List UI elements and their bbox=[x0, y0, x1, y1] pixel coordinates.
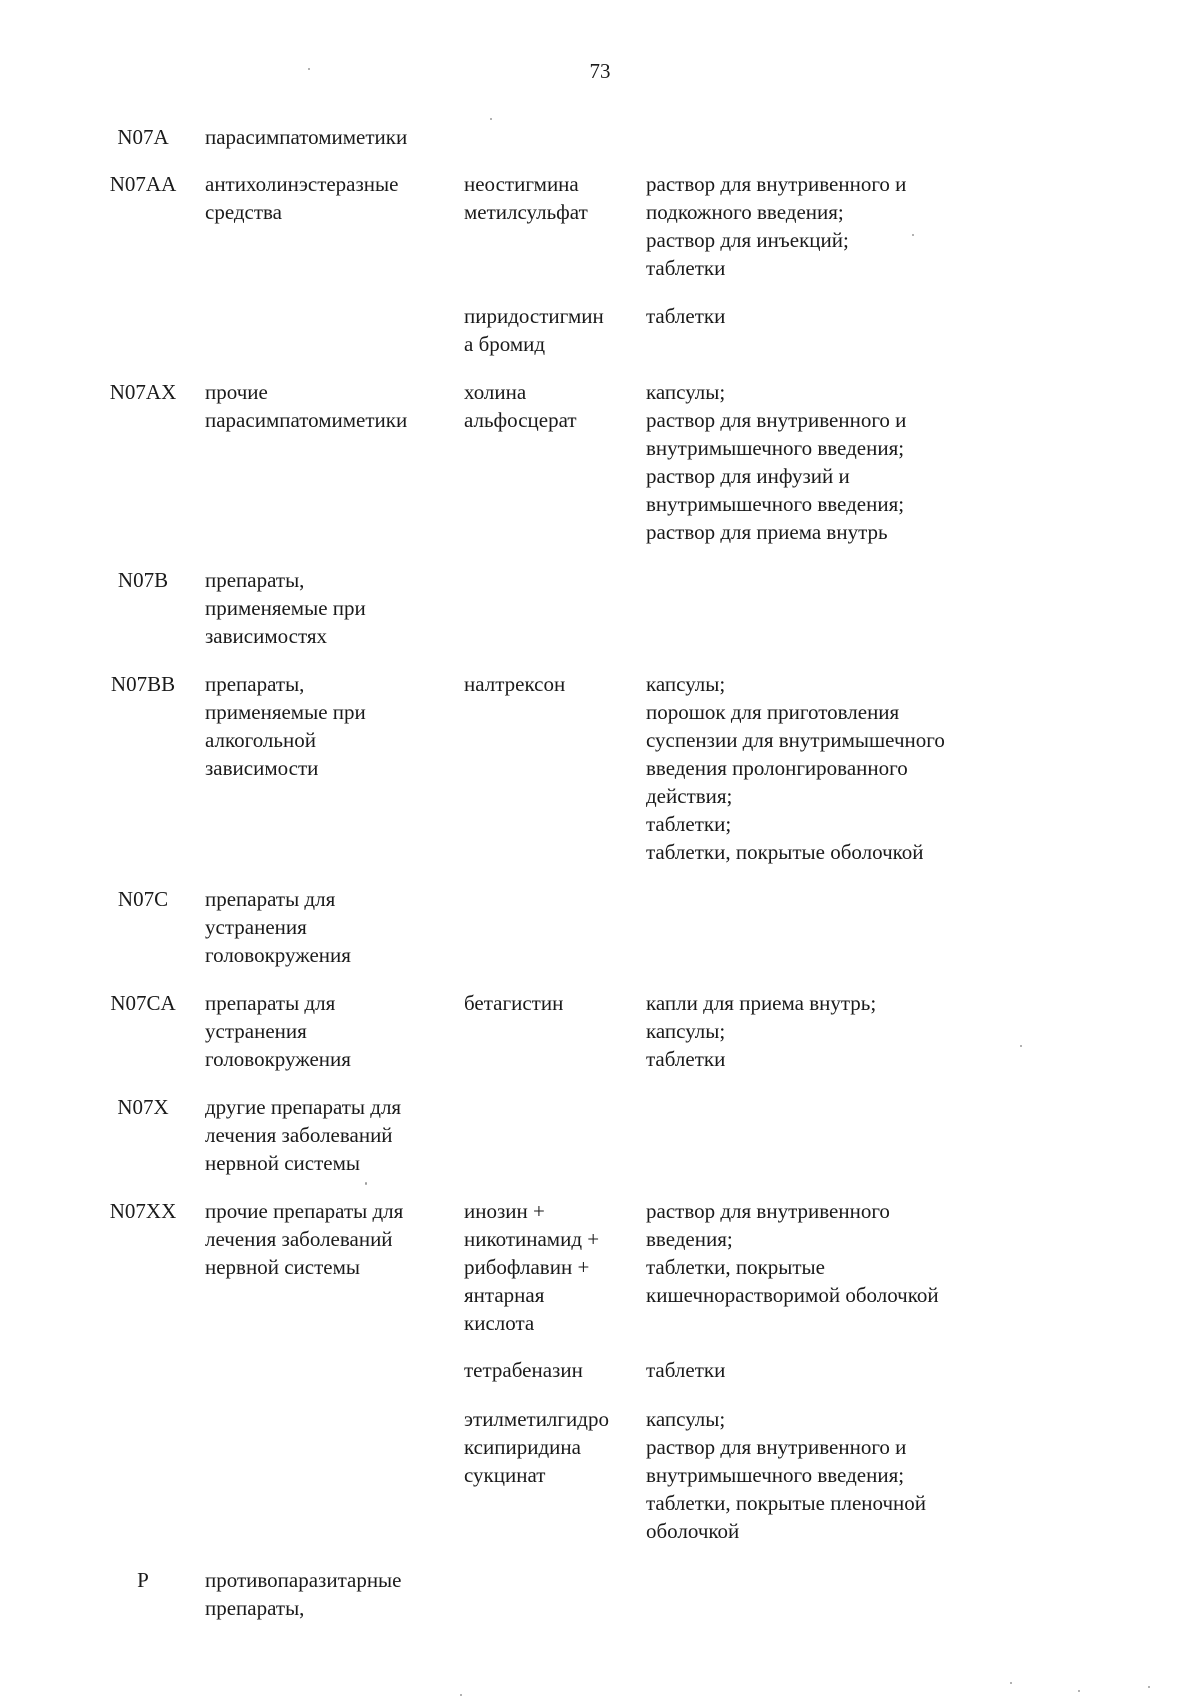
scan-speck bbox=[1010, 1682, 1012, 1684]
drug-name: холина альфосцерат bbox=[464, 380, 577, 432]
drug-name: неостигмина метилсульфат bbox=[464, 172, 588, 224]
dosage-forms: капсулы; раствор для внутривенного и внутримышечного введения; таблетки, покрытые пленочной оболочкой bbox=[646, 1407, 927, 1543]
scan-speck bbox=[1148, 1686, 1150, 1688]
scan-speck bbox=[912, 234, 914, 236]
atc-code: N07AA bbox=[109, 172, 177, 196]
group-name: прочие парасимпатомиметики bbox=[205, 380, 408, 432]
atc-code: N07C bbox=[117, 887, 169, 911]
group-name: другие препараты для лечения заболеваний нервной системы bbox=[205, 1095, 402, 1175]
page-number: 73 bbox=[589, 59, 611, 83]
atc-code: P bbox=[137, 1568, 149, 1592]
group-name: препараты для устранения головокружения bbox=[205, 887, 351, 967]
drug-name: налтрексон bbox=[464, 672, 566, 696]
atc-code: N07BB bbox=[110, 672, 176, 696]
group-name: препараты, применяемые при зависимостях bbox=[205, 568, 366, 648]
group-name: противопаразитарные препараты, bbox=[205, 1568, 402, 1620]
scan-speck bbox=[365, 1182, 367, 1185]
scan-speck bbox=[1020, 1045, 1022, 1047]
dosage-forms: капсулы; раствор для внутривенного и внутримышечного введения; раствор для инфузий и внутримышечного введения; раствор для приема внутрь bbox=[646, 380, 907, 544]
drug-name: этилметилгидро ксипиридина сукцинат bbox=[464, 1407, 609, 1487]
scan-speck bbox=[460, 1694, 462, 1696]
atc-code: N07XX bbox=[109, 1199, 177, 1223]
atc-code: N07AX bbox=[109, 380, 177, 404]
dosage-forms: капли для приема внутрь; капсулы; таблетки bbox=[646, 991, 877, 1071]
drug-name: пиридостигмин а бромид bbox=[464, 304, 604, 356]
drug-name: инозин + никотинамид + рибофлавин + янтарная кислота bbox=[464, 1199, 600, 1335]
drug-name: бетагистин bbox=[464, 991, 564, 1015]
group-name: препараты, применяемые при алкогольной зависимости bbox=[205, 672, 366, 780]
drug-name: тетрабеназин bbox=[464, 1358, 583, 1382]
scan-speck bbox=[490, 118, 492, 120]
atc-code: N07X bbox=[117, 1095, 169, 1119]
dosage-forms: таблетки bbox=[646, 304, 726, 328]
scan-speck bbox=[1078, 1690, 1080, 1692]
group-name: препараты для устранения головокружения bbox=[205, 991, 351, 1071]
atc-code: N07CA bbox=[110, 991, 176, 1015]
group-name: антихолинэстеразные средства bbox=[205, 172, 399, 224]
atc-code: N07B bbox=[117, 568, 169, 592]
dosage-forms: раствор для внутривенного и подкожного введения; раствор для инъекций; таблетки bbox=[646, 172, 907, 280]
dosage-forms: раствор для внутривенного введения; таблетки, покрытые кишечнорастворимой оболочкой bbox=[646, 1199, 939, 1307]
group-name: парасимпатомиметики bbox=[205, 125, 408, 149]
atc-code: N07A bbox=[117, 125, 169, 149]
dosage-forms: таблетки bbox=[646, 1358, 726, 1382]
group-name: прочие препараты для лечения заболеваний нервной системы bbox=[205, 1199, 404, 1279]
dosage-forms: капсулы; порошок для приготовления суспензии для внутримышечного введения пролонгированного действия; таблетки; таблетки, покрытые оболочкой bbox=[646, 672, 945, 864]
scan-speck bbox=[308, 68, 310, 70]
